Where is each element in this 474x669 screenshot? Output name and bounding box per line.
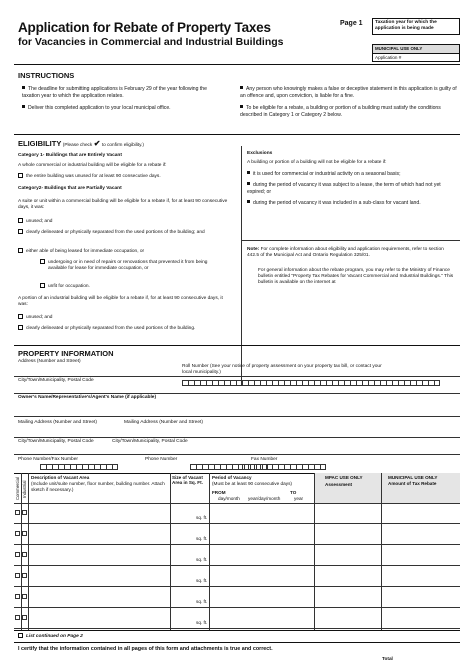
divider (14, 345, 460, 346)
bullet-icon (247, 182, 250, 185)
list-continued-checkbox[interactable] (18, 633, 23, 638)
roll-number-label: Roll Number (See your notice of property assessment on your property tax bill, or contact your local municipality.) (182, 364, 382, 375)
category2-sub-option: unfit for occupation. (40, 283, 220, 290)
mailing-city-postal-field-2[interactable]: City/Town/Municipality, Postal Code (112, 439, 188, 444)
page-label: Page 1 (340, 20, 363, 27)
phone-field[interactable]: Phone Number (145, 457, 178, 462)
sqft-label: sq. ft. (196, 536, 208, 541)
column-divider (241, 146, 242, 386)
application-number-field[interactable]: Application # (375, 54, 402, 60)
address-field[interactable]: Address (Number and Street) (18, 359, 81, 364)
general-info: For general information about the rebate program, you may refer to the Ministry of Finance bulletin entitled "Property Tax Rebates for Vacant Commercial and Industrial Buildings." This bulletin is available on the internet at (258, 268, 454, 285)
eligibility-heading-row: ELIGIBILITY (Please check ✔ to confirm eligibility.) (18, 139, 144, 148)
exclusion-item: it is used for commercial or industrial activity on a seasonal basis; (247, 171, 457, 178)
instruction-item: Any person who knowingly makes a false or deceptive statement in this application is guilty of an offence and, upon conviction, is liable for a fine. (240, 86, 457, 99)
table-row[interactable] (14, 587, 460, 608)
sqft-label: sq. ft. (196, 578, 208, 583)
col-description-sub: (Include unit/suite number, floor number, building number. Attach sketch if necessary.) (31, 481, 165, 492)
industrial-checkbox[interactable] (22, 573, 27, 578)
commercial-checkbox[interactable] (15, 594, 20, 599)
category1-heading: Category 1- Buildings that are Entirely Vacant (18, 153, 122, 158)
exclusions-heading: Exclusions (247, 151, 273, 156)
divider (241, 240, 460, 241)
instruction-item: The deadline for submitting applications is February 29 of the year following the taxation year to which the application relates. (22, 86, 207, 99)
from-label: FROM (212, 490, 226, 495)
divider (14, 630, 460, 631)
industrial-checkbox[interactable] (22, 531, 27, 536)
commercial-checkbox[interactable] (15, 531, 20, 536)
col-period-sub: (Must be at least 90 consecutive days) (212, 481, 292, 486)
form-title: Application for Rebate of Property Taxes (18, 20, 271, 35)
to-label: TO (290, 490, 297, 495)
category2-delineated-checkbox[interactable] (18, 229, 23, 234)
commercial-checkbox[interactable] (15, 510, 20, 515)
table-row[interactable] (14, 545, 460, 566)
mailing-city-postal-field[interactable]: City/Town/Municipality, Postal Code (18, 439, 94, 444)
tax-year-field[interactable] (372, 18, 460, 35)
divider (14, 416, 460, 417)
divider (14, 64, 460, 65)
bullet-icon (240, 86, 243, 89)
checkmark-icon: ✔ (93, 139, 101, 148)
instruction-item: To be eligible for a rebate, a building or portion of a building must satisfy the conditions described in Category 1 or Category 2 below. (240, 105, 441, 118)
total-label: Total (382, 656, 393, 661)
industrial-unused-checkbox[interactable] (18, 314, 23, 319)
col-commercial: Commercial (15, 477, 20, 500)
divider (14, 134, 460, 135)
commercial-checkbox[interactable] (15, 552, 20, 557)
industrial-checkbox[interactable] (22, 594, 27, 599)
table-row[interactable] (14, 524, 460, 545)
commercial-checkbox[interactable] (15, 615, 20, 620)
category2-sub-option: undergoing or in need of repairs or renovations that prevented it from being available for lease for immediate occupation, or (40, 259, 220, 272)
vacancy-table-header: Commercial Industrial Description of Vacant Area (Include unit/suite number, floor number, building number. Attach sketch if necessary.) Size of Vacant Area in Sq. Ft. Period of Vacancy (Must be at least 90 consecutive days) FROM TO day/month year/day/month year MPAC USE ONLY Assessment MUNICIPAL USE ONLY Amount of Tax Rebate (14, 473, 460, 503)
bullet-icon (247, 200, 250, 203)
divider (14, 437, 460, 438)
category1-option: the entire building was unused for at least 90 consecutive days. (18, 173, 233, 180)
divider (14, 376, 460, 377)
category2-option: either able of being leased for immediate occupation, or (18, 248, 233, 255)
instructions-heading: INSTRUCTIONS (18, 71, 75, 80)
city-postal-field[interactable]: City/Town/Municipality, Postal Code (18, 378, 94, 383)
divider (14, 642, 460, 643)
table-row[interactable] (14, 608, 460, 629)
industrial-checkbox[interactable] (22, 615, 27, 620)
certification-text: I certify that the information contained in all pages of this form and attachments is true and correct. (18, 646, 273, 652)
industrial-option: clearly delineated or physically separated from the used portions of the building. (18, 325, 233, 332)
mailing-address-field-2[interactable]: Mailing Address (Number and Street) (124, 420, 203, 425)
municipal-use-label: MUNICIPAL USE ONLY (373, 45, 459, 54)
industrial-checkbox[interactable] (22, 510, 27, 515)
commercial-checkbox[interactable] (15, 573, 20, 578)
exclusion-item: during the period of vacancy it was included in a sub-class for vacant land. (247, 200, 457, 207)
bullet-icon (247, 171, 250, 174)
bullet-icon (22, 105, 25, 108)
mailing-address-field[interactable]: Mailing Address (Number and Street) (18, 420, 97, 425)
category2-option: clearly delineated or physically separated from the used portions of the building; and (18, 229, 233, 236)
phone-fax-combs[interactable] (40, 464, 118, 470)
instruction-item: Deliver this completed application to your local municipal office. (22, 105, 222, 112)
sqft-label: sq. ft. (196, 620, 208, 625)
col-description: Description of Vacant Area (31, 475, 90, 480)
category1-text: A whole commercial or industrial building will be eligible for a rebate if: (18, 163, 167, 168)
col-period: Period of Vacancy (212, 475, 252, 480)
col-industrial: Industrial (22, 480, 27, 498)
mpac-header: MPAC USE ONLY Assessment (315, 473, 381, 503)
industrial-option: unused; and (18, 314, 233, 321)
category2-option: unused; and (18, 218, 233, 225)
table-row[interactable] (14, 566, 460, 587)
municipal-use-box (372, 44, 460, 62)
divider (14, 393, 460, 394)
category2-unused-checkbox[interactable] (18, 218, 23, 223)
eligibility-heading: ELIGIBILITY (18, 139, 62, 148)
form-subtitle: for Vacancies in Commercial and Industrial Buildings (18, 36, 284, 48)
col-size: Size of Vacant Area in Sq. Ft. (172, 475, 203, 486)
industrial-delineated-checkbox[interactable] (18, 325, 23, 330)
category1-checkbox[interactable] (18, 173, 23, 178)
property-heading: PROPERTY INFORMATION (18, 349, 114, 358)
list-continued: List continued on Page 2 (18, 633, 83, 640)
sqft-label: sq. ft. (196, 557, 208, 562)
sqft-label: sq. ft. (196, 599, 208, 604)
category2-text: A suite or unit within a commercial building will be eligible for a rebate if, for at least 90 consecutive days, it was: (18, 199, 228, 210)
category2-either-checkbox[interactable] (18, 248, 23, 253)
industrial-checkbox[interactable] (22, 552, 27, 557)
bullet-icon (22, 86, 25, 89)
exclusion-item: during the period of vacancy it was subject to a lease, the term of which had not yet expired; or (247, 182, 441, 195)
table-row[interactable] (14, 503, 460, 524)
exclusions-text: A building or portion of a building will not be eligible for a rebate if: (247, 160, 387, 165)
fax-combs[interactable] (242, 464, 326, 470)
owner-name-field[interactable]: Owner's Name/Representative's/Agent's Name (if applicable) (18, 395, 157, 400)
industrial-text: A portion of an industrial building will be eligible for a rebate if, for at least 90 consecutive days, it was: (18, 296, 223, 307)
tax-year-label: Taxation year for which the application is being made (375, 20, 437, 31)
municipal-header: MUNICIPAL USE ONLY Amount of Tax Rebate (382, 473, 460, 503)
category2-repairs-checkbox[interactable] (40, 259, 45, 264)
roll-number-field[interactable] (182, 380, 440, 386)
bullet-icon (240, 105, 243, 108)
category2-heading: Category2- Buildings that are Partially Vacant (18, 186, 122, 191)
phone-fax-field[interactable]: Phone Number/Fax Number (18, 457, 78, 462)
sqft-label: sq. ft. (196, 515, 208, 520)
divider (14, 454, 460, 455)
fax-field[interactable]: Fax Number (251, 457, 278, 462)
category2-unfit-checkbox[interactable] (40, 283, 45, 288)
note: Note: For complete information about eligibility and application requirements, refer to section 442.5 of the Municipal Act and Ontario Regulation 325/01. (247, 247, 444, 258)
